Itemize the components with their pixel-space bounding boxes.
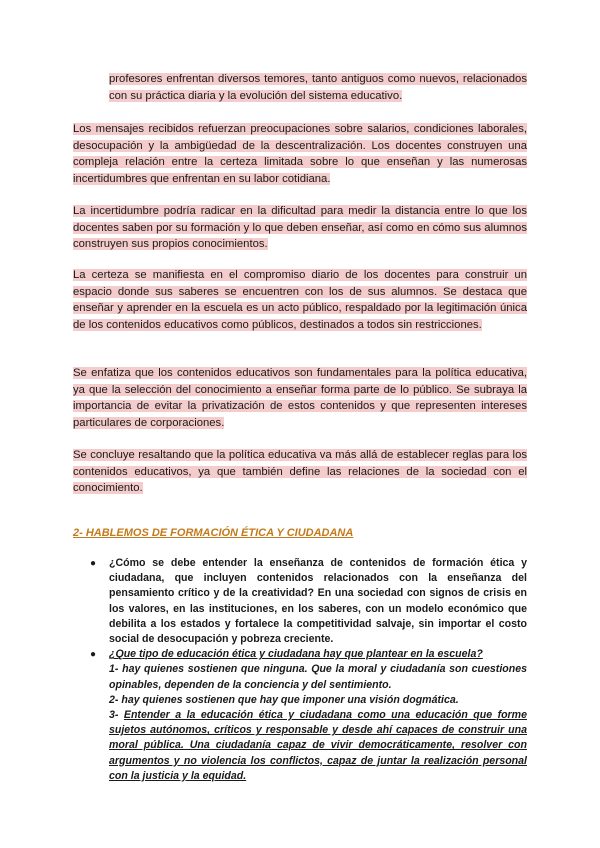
- bullet-icon: ●: [90, 649, 97, 661]
- answer-3-text: Entender a la educación ética y ciudadana como una educación que forme sujetos autónomos, críticos y responsable y desde ahí capaces de construir una moral pública. Una ciudadanía capaz de vivir democráticamente, resolver con argumentos y no violencia los conflictos, capaz de juntar la realización personal con la justicia y la equidad.: [109, 709, 527, 782]
- bullet-answer-2: 2- hay quienes sostienen que hay que imponer una visión dogmática.: [109, 693, 459, 706]
- paragraph-contenidos: [73, 365, 527, 431]
- paragraph-text: La incertidumbre podría radicar en la dificultad para medir la distancia entre lo que los docentes saben por su formación y lo que deben enseñar, así como en cómo sus alumnos construyen sus propios conocimientos.: [73, 205, 527, 251]
- paragraph-text: Se concluye resaltando que la política educativa va más allá de establecer reglas para los contenidos educativos, ya que también define las relaciones de la sociedad con el conocimiento.: [73, 449, 527, 495]
- bullet-question: ¿Que tipo de educación ética y ciudadana hay que plantear en la escuela?: [109, 648, 483, 661]
- bullet-answer-3: [109, 708, 527, 784]
- paragraph-conclusion: [73, 447, 527, 497]
- paragraph-incertidumbre: [73, 203, 527, 253]
- paragraph-text: Se enfatiza que los contenidos educativos son fundamentales para la política educativa, ya que la selección del conocimiento a enseñar forma parte de lo público. Se subraya la importancia de evitar la privatización de estos contenidos y que representen intereses particulares de corporaciones.: [73, 367, 527, 429]
- paragraph-text: profesores enfrentan diversos temores, tanto antiguos como nuevos, relacionados con su práctica diaria y la evolución del sistema educativo.: [109, 73, 527, 102]
- list-item: [90, 647, 527, 784]
- bullet-text: ¿Cómo se debe entender la enseñanza de contenidos de formación ética y ciudadana, que incluyen contenidos relacionados con la enseñanza del pensamiento crítico y de la creatividad? En una sociedad con signos de crisis en los valores, en las instituciones, en los saberes, con un modelo económico que debilita a los estados y fortalece la competitividad salvaje, sin importar el costo social de desocupación y pobreza creciente.: [109, 557, 527, 646]
- bullet-list: [90, 556, 527, 784]
- section-heading: 2- HABLEMOS DE FORMACIÓN ÉTICA Y CIUDADANA: [73, 527, 354, 539]
- answer-3-prefix: 3-: [109, 709, 124, 722]
- paragraph-text: Los mensajes recibidos refuerzan preocupaciones sobre salarios, condiciones laborales, desocupación y la ambigüedad de la descentralización. Los docentes construyen una compleja relación entre la certeza limitada sobre lo que enseñan y las numerosas incertidumbres que enfrentan en su labor cotidiana.: [73, 123, 527, 185]
- bullet-answer-1: 1- hay quienes sostienen que ninguna. Que la moral y ciudadanía son cuestiones opinables, dependen de la conciencia y del sentimiento.: [109, 663, 527, 691]
- paragraph-mensajes: [73, 121, 527, 187]
- paragraph-intro-continuation: [109, 71, 527, 104]
- bullet-icon: ●: [90, 558, 97, 569]
- paragraph-text: La certeza se manifiesta en el compromiso diario de los docentes para construir un espacio donde sus saberes se encuentren con los de sus alumnos. Se destaca que enseñar y aprender en la escuela es un acto público, respaldado por la legitimación única de los contenidos educativos como públicos, destinados a todos sin restricciones.: [73, 269, 527, 331]
- paragraph-certeza: [73, 267, 527, 333]
- list-item: [90, 556, 527, 647]
